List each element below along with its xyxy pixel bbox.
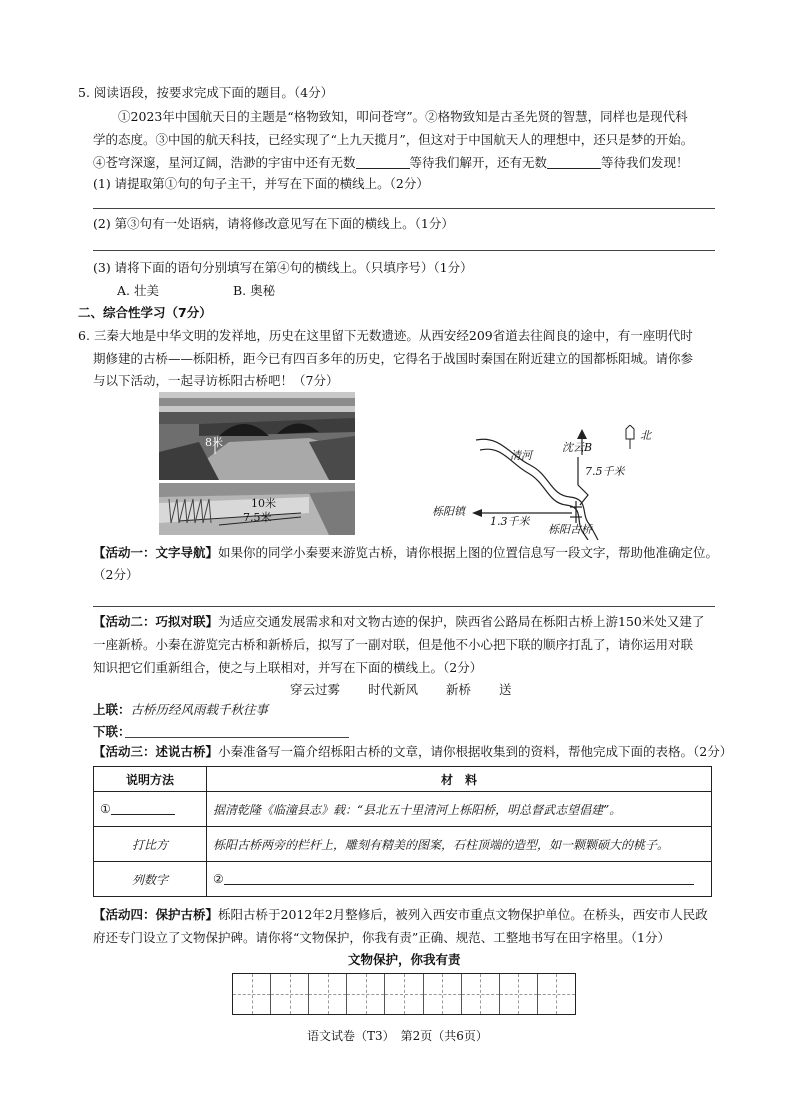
materials-table: [93, 766, 712, 897]
activity-4-text-1: 栎阳古桥于2012年2月整修后，被列入西安市重点文物保护单位。在桥头，西安市人民政: [218, 907, 708, 922]
table-row: [94, 862, 712, 897]
q5-sub-question-1: (1) 请提取第①句的句子主干，并写在下面的横线上。（2分）: [93, 176, 429, 191]
lower-couplet-answer-line[interactable]: [125, 737, 349, 738]
lower-couplet-label: 下联：: [93, 724, 131, 739]
activity-2-text-2: 一座新桥。小秦在游览完古桥和新桥后，拟写了一副对联，但是他不小心把下联的顺序打乱了，请你运用对联: [93, 637, 694, 652]
q5-passage-line-3: [93, 154, 689, 172]
q5-option-a: A. 壮美: [117, 283, 159, 298]
map-destination-label: 沈云B: [562, 441, 593, 454]
q5-answer-line-1[interactable]: [93, 208, 715, 209]
activity-1: [93, 544, 718, 562]
q6-stem-line-1: 6. 三秦大地是中华文明的发祥地，历史在这里留下无数遗迹。从西安经209省道去往阎良的途中，有一座明代时: [78, 328, 693, 343]
activity-2: [93, 613, 704, 631]
q5-stem: 5. 阅读语段，按要求完成下面的题目。（4分）: [78, 85, 334, 100]
map-river-label: 清河: [510, 449, 532, 462]
activity-3: [93, 743, 732, 761]
q5-passage-3b: 等待我们解开，还有无数: [409, 155, 548, 170]
activity-3-label: 【活动三：述说古桥】: [93, 744, 219, 759]
q5-fill-blank-2[interactable]: [547, 156, 601, 169]
activity-2-text-1: 为适应交通发展需求和对文物古迹的保护，陕西省公路局在栎阳古桥上游150米处又建了: [218, 614, 705, 629]
grid-cell[interactable]: [424, 974, 462, 1014]
copy-title: 文物保护，你我有责: [348, 952, 461, 967]
bridge-photo: [159, 392, 355, 480]
table-method-cell: 列数字: [94, 862, 207, 897]
upper-couplet: [93, 701, 268, 719]
activity-4: [93, 906, 708, 924]
tianzige-grid[interactable]: [232, 973, 576, 1015]
table-method-text: ①: [100, 802, 111, 816]
map-distance-west: 1.3千米: [490, 515, 530, 528]
upper-couplet-label: 上联：: [93, 702, 131, 717]
grid-cell[interactable]: [309, 974, 347, 1014]
table-header-row: [94, 767, 712, 792]
grid-cell[interactable]: [538, 974, 575, 1014]
grid-cell[interactable]: [347, 974, 385, 1014]
couplet-words: [290, 681, 511, 699]
section-2-heading: 二、综合性学习（7分）: [78, 305, 212, 320]
q6-stem-line-3: 与以下活动，一起寻访栎阳古桥吧！（7分）: [93, 373, 339, 388]
grid-cell[interactable]: [233, 974, 271, 1014]
q5-sub-question-3: (3) 请将下面的语句分别填写在第④句的横线上。（只填序号）（1分）: [93, 260, 473, 275]
photo-label-width: 7.5米: [243, 511, 272, 524]
table-method-cell[interactable]: [94, 792, 207, 827]
upper-couplet-text: 古桥历经风雨载千秋往事: [130, 702, 269, 717]
grid-cell[interactable]: [385, 974, 423, 1014]
grid-cell[interactable]: [462, 974, 500, 1014]
photo-label-height: 8米: [205, 436, 223, 449]
page-footer: 语文试卷（T3） 第2页（共6页）: [307, 1029, 488, 1043]
activity-1-label: 【活动一：文字导航】: [93, 545, 219, 560]
bridge-photo-drawing: [159, 392, 355, 480]
map-town-label: 栎阳镇: [432, 505, 465, 518]
q5-passage-line-1: ①2023年中国航天日的主题是“格物致知，叩问苍穹”。②格物致知是古圣先贤的智慧，同样也是现代科: [118, 109, 688, 124]
q5-fill-blank-1[interactable]: [356, 156, 410, 169]
material-blank-2[interactable]: [224, 872, 694, 885]
table-header-method: 说明方法: [94, 767, 207, 792]
couplet-word-1: 穿云过雾: [290, 682, 341, 697]
map-distance-north: 7.5千米: [585, 465, 625, 478]
table-method-cell: 打比方: [94, 827, 207, 862]
activity-4-text-2: 府还专门设立了文物保护碑。请你将“文物保护，你我有责”正确、规范、工整地书写在田字格里。（1分）: [93, 930, 670, 945]
activity-1-points: （2分）: [93, 567, 139, 582]
photo-label-length: 10米: [251, 497, 276, 510]
couplet-word-2: 时代新风: [367, 682, 418, 697]
q5-passage-3c: 等待我们发现！: [601, 155, 689, 170]
q5-option-b: B. 奥秘: [233, 283, 276, 298]
grid-cell[interactable]: [500, 974, 538, 1014]
table-row: [94, 792, 712, 827]
activity-1-text: 如果你的同学小秦要来游览古桥，请你根据上图的位置信息写一段文字，帮助他准确定位。: [218, 545, 719, 560]
table-material-cell[interactable]: [207, 862, 712, 897]
couplet-word-4: 送: [498, 682, 512, 697]
table-material-cell: 据清乾隆《临潼县志》载：“县北五十里清河上栎阳桥，明总督武志望倡建”。: [207, 792, 712, 827]
table-material-cell: 栎阳古桥两旁的栏杆上，雕刻有精美的图案，石柱顶端的造型，如一颗颗硕大的桃子。: [207, 827, 712, 862]
bridge-deck-photo: [159, 483, 355, 535]
q5-passage-3a: ④苍穹深邃，星河辽阔，浩渺的宇宙中还有无数: [93, 155, 356, 170]
q5-answer-line-2[interactable]: [93, 250, 715, 251]
lower-couplet: [93, 723, 131, 741]
map-north-label: 北: [640, 429, 651, 442]
activity-4-label: 【活动四：保护古桥】: [93, 907, 219, 922]
activity-2-text-3: 知识把它们重新组合，使之与上联相对，并写在下面的横线上。（2分）: [93, 660, 483, 675]
map-bridge-label: 栎阳古桥: [548, 523, 592, 536]
table-header-material: 材 料: [207, 767, 712, 792]
q5-passage-line-2: 学的态度。③中国的航天科技，已经实现了“上九天揽月”，但这对于中国航天人的理想中，还只是梦的开始。: [93, 132, 694, 147]
table-row: [94, 827, 712, 862]
q5-sub-question-2: (2) 第③句有一处语病，请将修改意见写在下面的横线上。（1分）: [93, 216, 454, 231]
activity-3-text: 小秦准备写一篇介绍栎阳古桥的文章，请你根据收集到的资料，帮他完成下面的表格。（2分）: [218, 744, 733, 759]
activity-2-label: 【活动二：巧拟对联】: [93, 614, 219, 629]
couplet-word-3: 新桥: [445, 682, 471, 697]
activity-1-answer-line[interactable]: [93, 606, 715, 607]
grid-cell[interactable]: [271, 974, 309, 1014]
method-blank-1[interactable]: [111, 802, 175, 815]
q6-stem-line-2: 期修建的古桥——栎阳桥，距今已有四百多年的历史，它得名于战国时秦国在附近建立的国都栎阳城。请你参: [93, 351, 694, 366]
table-material-text: ②: [213, 872, 224, 886]
location-map: [430, 425, 670, 540]
